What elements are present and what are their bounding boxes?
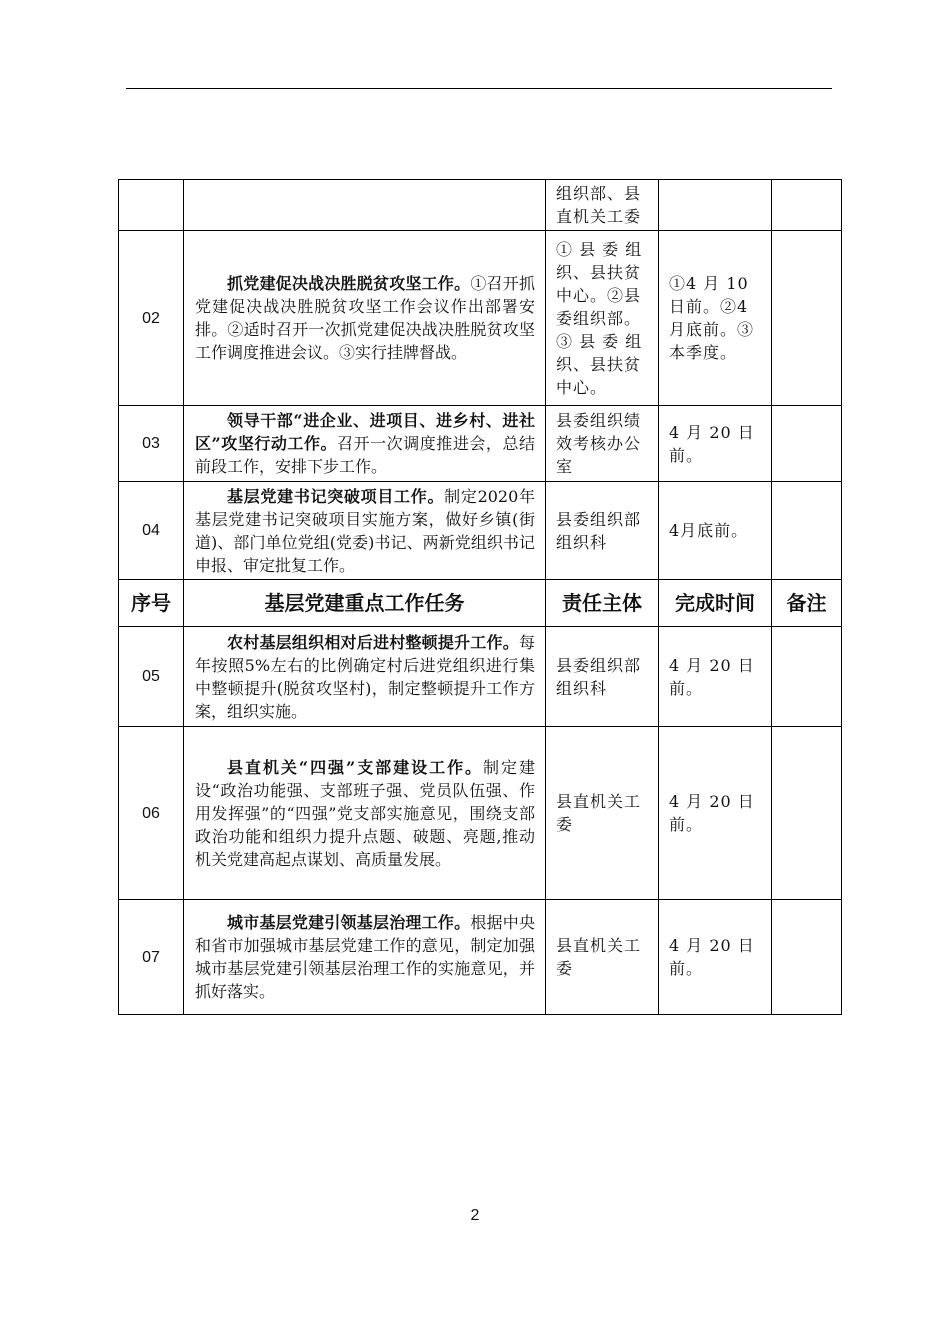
deadline-cell: 4 月 20 日前。 <box>659 406 772 482</box>
row-number: 05 <box>119 627 184 727</box>
task-cell <box>184 727 546 900</box>
header-rule <box>126 88 832 89</box>
page-number: 2 <box>470 1207 480 1224</box>
row-number: 07 <box>119 900 184 1015</box>
owner-cell: 县委组织部组织科 <box>546 482 659 580</box>
task-title: 领导干部“进企业、进项目、进乡村、进社区”攻坚行动工作。 <box>195 411 535 453</box>
deadline-cell: 4 月 20 日前。 <box>659 627 772 727</box>
table-row <box>119 482 842 580</box>
deadline-cell: 4 月 20 日前。 <box>659 727 772 900</box>
task-description: 制定2020年基层党建书记突破项目实施方案，做好乡镇(街道)、部门单位党组(党委)书记、两新党组织书记申报、审定批复工作。 <box>195 486 535 575</box>
task-description: 召开一次调度推进会，总结前段工作，安排下步工作。 <box>195 434 535 476</box>
header-note: 备注 <box>772 580 842 627</box>
row-number: 03 <box>119 406 184 482</box>
note-cell <box>772 900 842 1015</box>
owner-cell: 组织部、县直机关工委 <box>546 180 659 231</box>
task-description: 每年按照5%左右的比例确定村后进党组织进行集中整顿提升(脱贫攻坚村)，制定整顿提升工作方案，组织实施。 <box>195 632 535 721</box>
task-title: 基层党建书记突破项目工作。 <box>227 486 445 506</box>
deadline-cell: 4 月 20 日前。 <box>659 900 772 1015</box>
row-number: 02 <box>119 231 184 406</box>
task-cell <box>184 406 546 482</box>
table-header-row <box>119 580 842 627</box>
header-task: 基层党建重点工作任务 <box>184 580 546 627</box>
deadline-cell: ①4 月 10 日前。②4 月底前。③本季度。 <box>659 231 772 406</box>
header-time: 完成时间 <box>659 580 772 627</box>
owner-cell: ① 县 委 组织、县扶贫中心。②县委组织部。③ 县 委 组织、县扶贫中心。 <box>546 231 659 406</box>
task-cell <box>184 482 546 580</box>
owner-cell: 县直机关工委 <box>546 900 659 1015</box>
note-cell <box>772 406 842 482</box>
header-owner: 责任主体 <box>546 580 659 627</box>
table-row <box>119 406 842 482</box>
table-row <box>119 727 842 900</box>
task-title: 农村基层组织相对后进村整顿提升工作。 <box>227 632 519 652</box>
task-table <box>118 179 842 1015</box>
row-number <box>119 180 184 231</box>
owner-cell: 县委组织部组织科 <box>546 627 659 727</box>
owner-cell: 县委组织绩效考核办公室 <box>546 406 659 482</box>
task-title: 县直机关“四强”支部建设工作。 <box>227 757 484 777</box>
task-description: 制定建设“政治功能强、支部班子强、党员队伍强、作用发挥强”的“四强”党支部实施意见，围绕支部政治功能和组织力提升点题、破题、亮题,推动机关党建高起点谋划、高质量发展。 <box>195 757 535 869</box>
task-cell <box>184 180 546 231</box>
row-number: 04 <box>119 482 184 580</box>
note-cell <box>772 482 842 580</box>
task-description: 根据中央和省市加强城市基层党建工作的意见，制定加强城市基层党建引领基层治理工作的实施意见，并抓好落实。 <box>195 913 535 1001</box>
note-cell <box>772 627 842 727</box>
note-cell <box>772 727 842 900</box>
task-title: 抓党建促决战决胜脱贫攻坚工作。 <box>227 274 471 293</box>
row-number: 06 <box>119 727 184 900</box>
owner-cell: 县直机关工委 <box>546 727 659 900</box>
table-row <box>119 231 842 406</box>
task-cell <box>184 231 546 406</box>
task-cell <box>184 900 546 1015</box>
note-cell <box>772 180 842 231</box>
task-title: 城市基层党建引领基层治理工作。 <box>227 913 471 932</box>
table-row <box>119 900 842 1015</box>
note-cell <box>772 231 842 406</box>
header-number: 序号 <box>119 580 184 627</box>
table-row <box>119 627 842 727</box>
deadline-cell <box>659 180 772 231</box>
task-description: ①召开抓党建促决战决胜脱贫攻坚工作会议作出部署安排。②适时召开一次抓党建促决战决胜脱贫攻坚工作调度推进会议。③实行挂牌督战。 <box>195 274 535 362</box>
deadline-cell: 4月底前。 <box>659 482 772 580</box>
task-cell <box>184 627 546 727</box>
table-row <box>119 180 842 231</box>
